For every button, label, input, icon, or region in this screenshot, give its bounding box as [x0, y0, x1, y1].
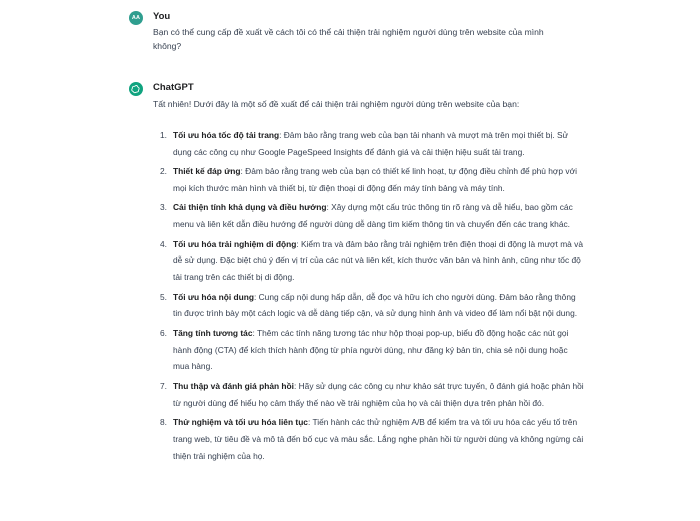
list-item-title: Thiết kế đáp ứng [173, 166, 241, 177]
assistant-intro-text: Tất nhiên! Dưới đây là một số đề xuất để cải thiện trải nghiệm người dùng trên website của bạn: [153, 99, 520, 109]
list-item-number: 2. [160, 166, 167, 177]
list-item-number: 5. [160, 291, 167, 302]
list-item-title: Tối ưu hóa nội dung [173, 291, 254, 302]
list-item-title: Tối ưu hóa trải nghiệm di động [173, 238, 297, 249]
list-item-number: 6. [160, 327, 167, 338]
list-item-body: : Thêm các tính năng tương tác như hộp thoại pop-up, biểu đồ động hoặc các nút gọi hành động (CTA) để kích thích hành động từ phía người dùng, như đăng ký bản tin, chia sẻ nội dung hoặc mua hàng. [173, 327, 569, 372]
list-item-body: : Hãy sử dụng các công cụ như khảo sát trực tuyến, ô đánh giá hoặc phản hồi từ người dùng để hiểu họ cảm thấy thế nào về trải nghiệm của họ và cải thiện dựa trên phản hồi đó. [173, 380, 584, 408]
list-item [153, 163, 585, 197]
list-item [153, 236, 585, 287]
list-item-body: : Đảm bảo rằng trang web của bạn có thiết kế linh hoạt, tự động điều chỉnh để phù hợp với mọi kích thước màn hình và thiết bị, từ điện thoại di động đến máy tính bảng và máy tính. [173, 166, 577, 194]
list-item-title: Thử nghiệm và tối ưu hóa liên tục [173, 416, 308, 427]
list-item [153, 378, 585, 412]
list-item-title: Tăng tính tương tác [173, 327, 253, 338]
user-avatar[interactable] [129, 11, 143, 25]
list-item-number: 1. [160, 130, 167, 141]
list-item [153, 325, 585, 376]
list-item-body: : Đảm bảo rằng trang web của bạn tải nhanh và mượt mà trên mọi thiết bị. Sử dụng các công cụ như Google PageSpeed Insights để đánh giá và cải thiện hiệu suất tải trang. [173, 130, 569, 158]
list-item-title: Thu thập và đánh giá phản hồi [173, 380, 294, 391]
user-message-text: Bạn có thể cung cấp đề xuất về cách tôi có thể cải thiện trải nghiệm người dùng trên website của mình không? [153, 27, 544, 52]
list-item [153, 127, 585, 161]
assistant-author-name: ChatGPT [153, 82, 194, 93]
assistant-message [131, 81, 584, 467]
list-item [153, 199, 585, 233]
suggestion-list [153, 127, 585, 464]
list-item-body: : Kiểm tra và đảm bảo rằng trải nghiệm trên điện thoại di động là mượt mà và dễ sử dụng. Đặc biệt chú ý đến vị trí của các nút và liên kết, kích thước văn bản và hình ảnh, cũng như tốc độ tải trang trên các thiết bị di động. [173, 238, 584, 283]
list-item-number: 7. [160, 380, 167, 391]
list-item-number: 4. [160, 238, 167, 249]
list-item-title: Cải thiện tính khả dụng và điều hướng [173, 202, 327, 213]
list-item-number: 3. [160, 202, 167, 213]
list-item-title: Tối ưu hóa tốc độ tải trang [173, 130, 280, 141]
list-item-body: : Tiến hành các thử nghiệm A/B để kiểm tra và tối ưu hóa các yếu tố trên trang web, từ tiêu đề và mô tả đến bố cục và màu sắc. Lắng nghe phản hồi từ người dùng và không ngừng cải thiện trải nghiệm của họ. [173, 416, 584, 461]
list-item-number: 8. [160, 416, 167, 427]
list-item-body: : Cung cấp nội dung hấp dẫn, dễ đọc và hữu ích cho người dùng. Đảm bảo rằng thông tin được trình bày một cách logic và dễ dàng tiếp cận, và sử dụng hình ảnh và video để làm nổi bật nội dung. [173, 291, 578, 319]
list-item-body: : Xây dựng một cấu trúc thông tin rõ ràng và dễ hiểu, bao gồm các menu và liên kết dẫn điều hướng để người dùng dễ dàng tìm kiếm thông tin và chuyển đến các trang khác. [173, 202, 573, 230]
list-item [153, 289, 585, 323]
user-author-name: You [153, 11, 171, 22]
openai-logo-icon [129, 82, 143, 96]
user-avatar-initials: AA [131, 15, 141, 21]
user-message [131, 10, 571, 53]
list-item [153, 414, 585, 465]
